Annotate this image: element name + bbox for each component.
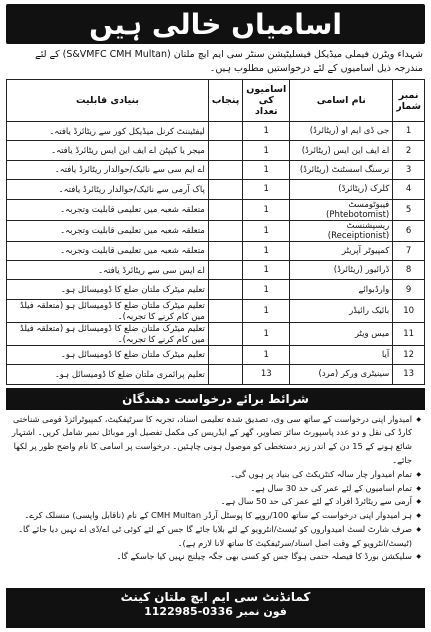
table-row [7, 299, 425, 322]
table-row [7, 260, 425, 279]
row-count: 1 [243, 199, 290, 220]
row-count: 1 [243, 122, 290, 141]
row-count: 1 [243, 280, 290, 299]
table-row [7, 141, 425, 160]
row-punjab [208, 180, 242, 199]
condition-item: ◆ امیدوار اپنی درخواست کے ساتھ سی وی، تصدیق شدہ تعلیمی اسناد، تجربہ کا سرٹیفکیٹ، کمپیوٹرائزڈ قومی شناختی کارڈ کی نقل و دو عدد پاسپورٹ سائز تصاویر، گھر کے ایڈریس کی مکمل تفصیل اور موبائل نمبر شامل کریں۔ اشتہار شائع ہونے کے 15 دن کے اندر زیر دستخطی کو موصول ہونی چاہئیں۔ درخواست پر اسامی کا نام واضح طور پر لکھا جائے۔ [10, 413, 421, 468]
row-count: 1 [243, 141, 290, 160]
row-punjab [208, 241, 242, 260]
row-punjab [208, 322, 242, 345]
row-post: میس ویٹر [290, 322, 393, 345]
table-row [7, 280, 425, 299]
table-row [7, 220, 425, 241]
header-count: اسامیوں کی تعداد [243, 80, 290, 122]
row-qualification: تعلیم پرائمری ملتان ضلع کا ڈومیسائل ہو۔ [7, 365, 209, 384]
row-count: 1 [243, 241, 290, 260]
table-row [7, 160, 425, 179]
row-qualification: پاک آرمی سے نائیک/حوالدار ریٹائرڈ یافتہ۔ [7, 180, 209, 199]
row-serial: 4 [393, 180, 425, 199]
header-punjab: پنجاب [208, 80, 242, 122]
row-punjab [208, 260, 242, 279]
header-serial: نمبر شمار [393, 80, 425, 122]
row-qualification: متعلقہ شعبہ میں تعلیمی قابلیت وتجربہ۔ [7, 220, 209, 241]
table-row [7, 122, 425, 141]
table-row [7, 241, 425, 260]
row-count: 1 [243, 322, 290, 345]
row-count: 13 [243, 365, 290, 384]
row-punjab [208, 280, 242, 299]
header-post: نام اسامی [290, 80, 393, 122]
row-post: فیبوٹومسٹ (Phtebotomist) [290, 199, 393, 220]
row-count: 1 [243, 260, 290, 279]
row-post: سینیٹری ورکر (مرد) [290, 365, 393, 384]
table-row [7, 322, 425, 345]
row-serial: 3 [393, 160, 425, 179]
row-qualification: اے ایم سی سے نائیک/حوالدار ریٹائرڈ یافتہ۔ [7, 160, 209, 179]
row-post: کلرک (ریٹائرڈ) [290, 180, 393, 199]
row-serial: 2 [393, 141, 425, 160]
row-qualification: تعلیم میٹرک ملتان ضلع کا ڈومیسائل ہو (متعلقہ فیلڈ میں کام کرنے کا تجربہ)۔ [7, 299, 209, 322]
row-punjab [208, 160, 242, 179]
row-serial: 8 [393, 260, 425, 279]
table-row [7, 365, 425, 384]
table-row [7, 180, 425, 199]
row-punjab [208, 141, 242, 160]
header-qualification: بنیادی قابلیت [7, 80, 209, 122]
table-row [7, 345, 425, 364]
row-qualification: اے ایس سی سے ریٹائرڈ یافتہ۔ [7, 260, 209, 279]
row-serial: 9 [393, 280, 425, 299]
row-serial: 1 [393, 122, 425, 141]
row-punjab [208, 199, 242, 220]
row-post: نرسنگ اسسٹنٹ (ریٹائرڈ) [290, 160, 393, 179]
row-qualification: تعلیم میٹرک ملتان ضلع کا ڈومیسائل ہو (متعلقہ فیلڈ میں کام کرنے کا تجربہ)۔ [7, 322, 209, 345]
row-post: ڈرائیور (ریٹائرڈ) [290, 260, 393, 279]
phone-number: فون نمبر 0336-1122985 [144, 605, 287, 618]
row-serial: 6 [393, 220, 425, 241]
vacancies-table [6, 79, 425, 385]
row-punjab [208, 365, 242, 384]
footer-bar [6, 588, 425, 628]
condition-item: ◆ صرف شارٹ لسٹ امیدواروں کو ٹیسٹ/انٹرویو کے لئے بلایا جائے گا جس کے لئے کوئی ٹی اے/ڈی اے نہیں دیا جائے گا۔ (ٹیسٹ/انٹرویو کے وقت اصل اسناد/سرٹیفکیٹ کا ساتھ لانا لازم ہے)۔ [10, 523, 421, 551]
row-qualification: تعلیم میٹرک ملتان ضلع کا ڈومیسائل ہو۔ [7, 280, 209, 299]
row-qualification: متعلقہ شعبہ میں تعلیمی قابلیت وتجربہ۔ [7, 199, 209, 220]
row-qualification: متعلقہ شعبہ میں تعلیمی قابلیت وتجربہ۔ [7, 241, 209, 260]
row-post: آیا [290, 345, 393, 364]
row-punjab [208, 122, 242, 141]
condition-item: ◆ ہر امیدوار اپنی درخواست کے ساتھ 100/روپے کا پوسٹل آرڈر CMH Multan کے نام (ناقابل واپسی) منسلک کرے۔ [10, 509, 421, 523]
table-row [7, 199, 425, 220]
row-punjab [208, 345, 242, 364]
condition-item: ◆ آرمی سے ریٹائرڈ افراد کے لئے عمر کی حد 50 سال ہے۔ [10, 495, 421, 509]
condition-item: ◆ سلیکشن بورڈ کا فیصلہ حتمی ہوگا جس کو کسی بھی جگہ چیلنج نہیں کیا جاسکے گا۔ [10, 550, 421, 564]
table-header-row [7, 80, 425, 122]
row-count: 1 [243, 180, 290, 199]
row-serial: 12 [393, 345, 425, 364]
condition-item: ◆ تمام امیدوار چار سالہ کنٹریکٹ کی بنیاد پر ہوں گی۔ [10, 468, 421, 482]
vacancies-banner [6, 4, 425, 44]
conditions-title: شرائط برائے درخواست دھندگان [122, 391, 309, 406]
row-count: 1 [243, 345, 290, 364]
intro-text: شہداء ویٹرن فیملی میڈیکل فیسلیٹیشن سنٹر سی ایم ایچ ملتان (S&VMFC CMH Multan) کے لئے مندرجہ ذیل اسامیوں کے لئے درخواستیں مطلوب ہیں۔ [35, 49, 423, 74]
conditions-list [10, 413, 421, 565]
row-serial: 10 [393, 299, 425, 322]
row-serial: 5 [393, 199, 425, 220]
row-qualification: تعلیم میٹرک ملتان ضلع کا ڈومیسائل ہو۔ [7, 345, 209, 364]
row-count: 1 [243, 160, 290, 179]
table-body [7, 122, 425, 385]
condition-item: ◆ تمام اسامیوں کے لئے عمر کی حد 30 سال ہے۔ [10, 482, 421, 496]
row-serial: 11 [393, 322, 425, 345]
row-post: اے ایف این ایس (ریٹائرڈ) [290, 141, 393, 160]
row-qualification: میجر یا کیپٹن اے ایف این ایس ریٹائرڈ یافتہ۔ [7, 141, 209, 160]
row-punjab [208, 299, 242, 322]
row-post: وارڈبوائے [290, 280, 393, 299]
row-punjab [208, 220, 242, 241]
row-post: کمپیوٹر آپریٹر [290, 241, 393, 260]
row-serial: 13 [393, 365, 425, 384]
row-qualification: لیفٹیننٹ کرنل میڈیکل کور سے ریٹائرڈ یافتہ۔ [7, 122, 209, 141]
conditions-bar [6, 388, 425, 410]
commandant-text: کمانڈنٹ سی ایم ایچ ملتان کینٹ [120, 590, 311, 604]
row-post: ریسپشنسٹ (Receiptionist) [290, 220, 393, 241]
row-count: 1 [243, 299, 290, 322]
banner-title: اسامیاں خالی ہیں [89, 7, 342, 41]
row-serial: 7 [393, 241, 425, 260]
row-post: جی ڈی ایم او (ریٹائرڈ) [290, 122, 393, 141]
row-count: 1 [243, 220, 290, 241]
row-post: بائیک رائیڈر [290, 299, 393, 322]
